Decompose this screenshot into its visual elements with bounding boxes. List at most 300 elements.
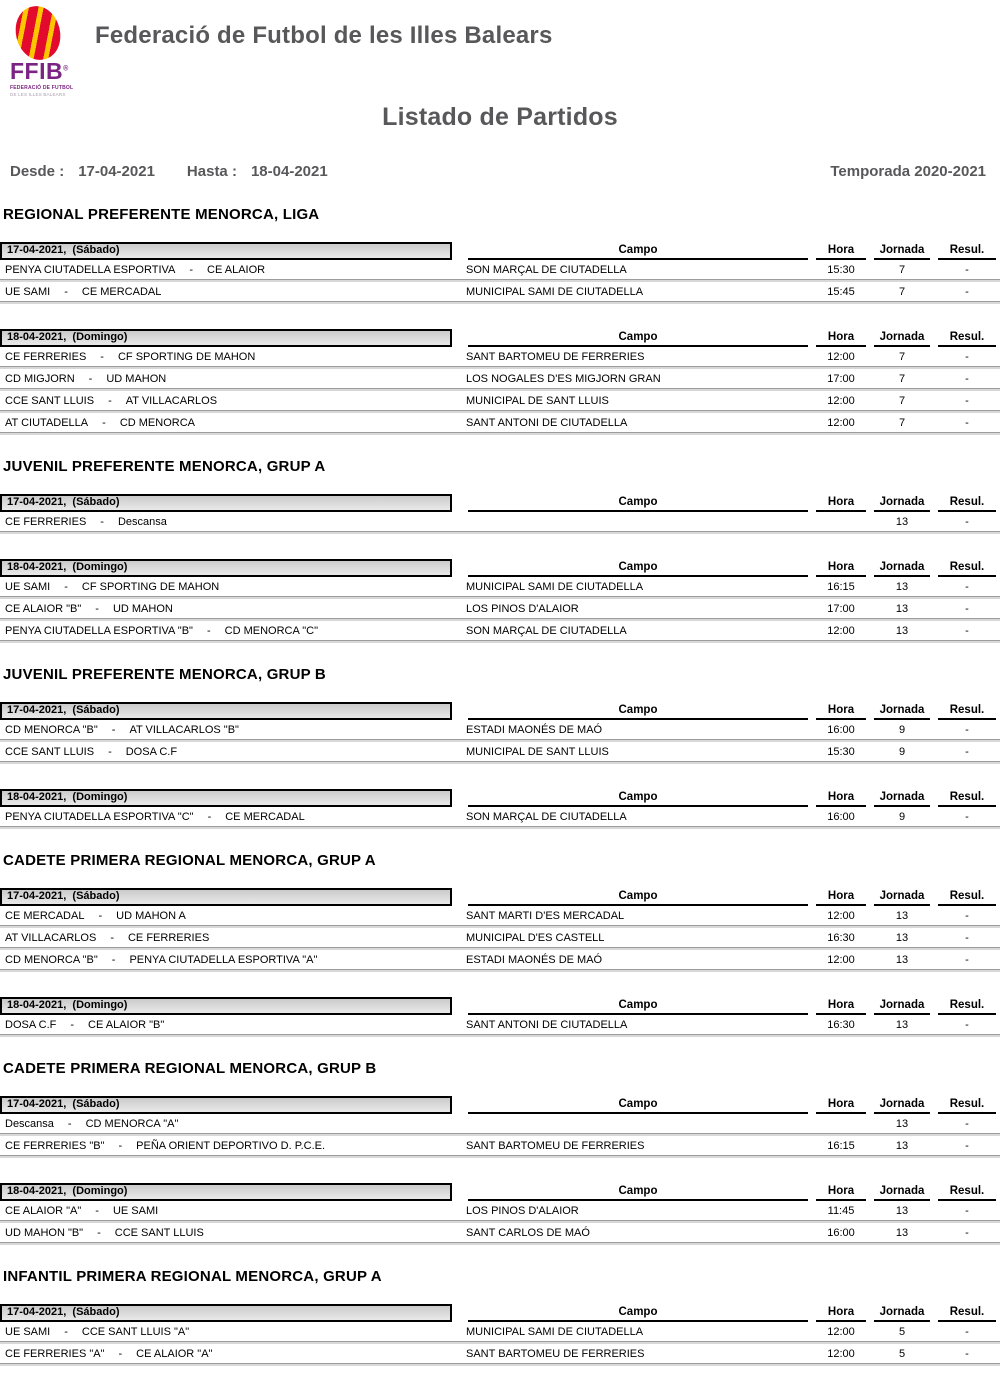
column-header-campo: Campo xyxy=(468,791,808,807)
jornada-cell: 7 xyxy=(898,350,906,363)
resul-cell: - xyxy=(965,285,969,298)
away-team: AT VILLACARLOS "B" xyxy=(129,723,239,736)
match-row xyxy=(0,369,1000,391)
match-row xyxy=(0,413,1000,435)
match-row xyxy=(0,742,1000,764)
campo-cell: SANT ANTONI DE CIUTADELLA xyxy=(466,416,628,429)
match-teams xyxy=(0,286,464,298)
away-team: CF SPORTING DE MAHON xyxy=(117,350,256,363)
home-team: CD MENORCA "B" xyxy=(5,723,98,736)
table-header xyxy=(0,701,1000,720)
campo-cell: SANT BARTOMEU DE FERRERIES xyxy=(466,1347,645,1360)
jornada-cell: 13 xyxy=(895,580,909,593)
hora-cell: 16:30 xyxy=(827,931,855,944)
resul-cell: - xyxy=(965,1347,969,1360)
hora-cell: 12:00 xyxy=(827,909,855,922)
date-header: 18-04-2021, (Domingo) xyxy=(0,997,452,1015)
match-row xyxy=(0,807,1000,829)
jornada-cell: 13 xyxy=(895,909,909,922)
match-teams xyxy=(0,1227,464,1239)
column-header-hora: Hora xyxy=(816,890,866,906)
home-team: CE FERRERIES xyxy=(5,350,87,363)
jornada-cell: 13 xyxy=(895,1018,909,1031)
team-separator: - xyxy=(108,394,112,407)
team-separator: - xyxy=(88,372,93,385)
column-header-campo: Campo xyxy=(468,999,808,1015)
hora-cell: 17:00 xyxy=(827,372,855,385)
hora-cell: 11:45 xyxy=(827,1204,855,1217)
campo-cell: SANT BARTOMEU DE FERRERIES xyxy=(466,1139,645,1152)
home-team: CE FERRERIES xyxy=(5,515,87,528)
section-title: INFANTIL PRIMERA REGIONAL MENORCA, GRUP A xyxy=(3,1268,382,1285)
column-header-jornada: Jornada xyxy=(874,1185,930,1201)
column-header-hora: Hora xyxy=(816,496,866,512)
home-team: UE SAMI xyxy=(5,285,51,298)
table-header xyxy=(0,328,1000,347)
team-separator: - xyxy=(118,1347,123,1360)
jornada-cell: 9 xyxy=(898,745,906,758)
column-header-jornada: Jornada xyxy=(874,1306,930,1322)
date-header: 17-04-2021, (Sábado) xyxy=(0,242,452,260)
match-row xyxy=(0,1015,1000,1037)
match-row xyxy=(0,906,1000,928)
jornada-cell: 7 xyxy=(898,394,906,407)
team-separator: - xyxy=(118,1139,123,1152)
table-header xyxy=(0,1182,1000,1201)
table-header xyxy=(0,558,1000,577)
match-teams xyxy=(0,954,464,966)
column-header-resul: Resul. xyxy=(938,561,996,577)
column-header-jornada: Jornada xyxy=(874,331,930,347)
team-separator: - xyxy=(206,624,211,637)
away-team: CE MERCADAL xyxy=(225,810,305,823)
section-title: JUVENIL PREFERENTE MENORCA, GRUP A xyxy=(3,458,326,475)
team-separator: - xyxy=(110,931,114,944)
campo-cell: SON MARÇAL DE CIUTADELLA xyxy=(466,810,627,823)
campo-cell: SON MARÇAL DE CIUTADELLA xyxy=(466,263,627,276)
away-team: UD MAHON xyxy=(112,602,173,615)
match-teams xyxy=(0,264,464,276)
team-separator: - xyxy=(108,745,112,758)
hora-cell: 17:00 xyxy=(827,602,855,615)
resul-cell: - xyxy=(965,416,969,429)
desde-value: 17-04-2021 xyxy=(78,163,155,180)
column-header-campo: Campo xyxy=(468,1185,808,1201)
column-header-jornada: Jornada xyxy=(874,999,930,1015)
campo-cell: SANT ANTONI DE CIUTADELLA xyxy=(466,1018,628,1031)
campo-cell: ESTADI MAONÉS DE MAÓ xyxy=(466,953,603,966)
team-separator: - xyxy=(98,909,103,922)
home-team: DOSA C.F xyxy=(5,1018,57,1031)
team-separator: - xyxy=(70,1018,75,1031)
date-header: 18-04-2021, (Domingo) xyxy=(0,329,452,347)
hora-cell: 12:00 xyxy=(827,416,855,429)
section-title: REGIONAL PREFERENTE MENORCA, LIGA xyxy=(3,206,320,223)
resul-cell: - xyxy=(965,909,969,922)
away-team: CE FERRERIES xyxy=(127,931,210,944)
away-team: AT VILLACARLOS xyxy=(125,394,218,407)
campo-cell: SON MARÇAL DE CIUTADELLA xyxy=(466,624,627,637)
resul-cell: - xyxy=(965,723,969,736)
away-team: CE ALAIOR xyxy=(207,263,266,276)
column-header-campo: Campo xyxy=(468,1306,808,1322)
season-label: Temporada 2020-2021 xyxy=(830,163,986,180)
home-team: CE FERRERIES "B" xyxy=(5,1139,105,1152)
match-row xyxy=(0,347,1000,369)
team-separator: - xyxy=(64,580,68,593)
column-header-campo: Campo xyxy=(468,561,808,577)
match-row xyxy=(0,1136,1000,1158)
jornada-cell: 13 xyxy=(895,602,909,615)
campo-cell: MUNICIPAL SAMI DE CIUTADELLA xyxy=(466,1325,644,1338)
section-title: JUVENIL PREFERENTE MENORCA, GRUP B xyxy=(3,666,326,683)
table-header xyxy=(0,493,1000,512)
table-header xyxy=(0,1095,1000,1114)
match-teams xyxy=(0,373,464,385)
match-row xyxy=(0,282,1000,304)
jornada-cell: 13 xyxy=(895,1117,909,1130)
column-header-campo: Campo xyxy=(468,704,808,720)
column-header-hora: Hora xyxy=(816,244,866,260)
resul-cell: - xyxy=(965,1018,969,1031)
column-header-jornada: Jornada xyxy=(874,890,930,906)
resul-cell: - xyxy=(965,1139,969,1152)
column-header-jornada: Jornada xyxy=(874,1098,930,1114)
home-team: CCE SANT LLUIS xyxy=(5,745,95,758)
column-header-resul: Resul. xyxy=(938,791,996,807)
match-teams xyxy=(0,516,464,528)
match-row xyxy=(0,391,1000,413)
column-header-campo: Campo xyxy=(468,496,808,512)
jornada-cell: 5 xyxy=(898,1347,906,1360)
campo-cell: LOS NOGALES D'ES MIGJORN GRAN xyxy=(466,372,661,385)
resul-cell: - xyxy=(965,1117,969,1130)
hora-cell: 12:00 xyxy=(827,350,855,363)
jornada-cell: 13 xyxy=(895,515,909,528)
column-header-hora: Hora xyxy=(816,999,866,1015)
away-team: PEÑA ORIENT DEPORTIVO D. P.C.E. xyxy=(136,1139,326,1152)
jornada-cell: 7 xyxy=(898,416,906,429)
match-teams xyxy=(0,1205,464,1217)
jornada-cell: 7 xyxy=(898,263,906,276)
match-row xyxy=(0,1344,1000,1366)
hora-cell: 16:00 xyxy=(827,810,855,823)
competition-section xyxy=(0,1061,1000,1245)
column-header-jornada: Jornada xyxy=(874,704,930,720)
away-team: DOSA C.F xyxy=(125,745,178,758)
team-separator: - xyxy=(111,723,116,736)
jornada-cell: 13 xyxy=(895,931,909,944)
column-header-resul: Resul. xyxy=(938,331,996,347)
campo-cell: LOS PINOS D'ALAIOR xyxy=(466,602,579,615)
match-row xyxy=(0,577,1000,599)
resul-cell: - xyxy=(965,624,969,637)
hasta-label: Hasta : xyxy=(186,163,237,180)
jornada-cell: 13 xyxy=(895,1204,909,1217)
home-team: PENYA CIUTADELLA ESPORTIVA "B" xyxy=(5,624,193,637)
home-team: UE SAMI xyxy=(5,580,51,593)
competition-section xyxy=(0,1269,1000,1366)
resul-cell: - xyxy=(965,350,969,363)
match-row xyxy=(0,720,1000,742)
jornada-cell: 9 xyxy=(898,810,906,823)
match-table xyxy=(0,887,1000,972)
competition-section xyxy=(0,207,1000,435)
match-teams xyxy=(0,724,464,736)
match-table xyxy=(0,1182,1000,1245)
column-header-campo: Campo xyxy=(468,890,808,906)
jornada-cell: 5 xyxy=(898,1325,906,1338)
campo-cell: MUNICIPAL DE SANT LLUIS xyxy=(466,394,609,407)
resul-cell: - xyxy=(965,1204,969,1217)
away-team: UE SAMI xyxy=(112,1204,159,1217)
hora-cell: 16:15 xyxy=(827,580,855,593)
resul-cell: - xyxy=(965,515,969,528)
hora-cell: 12:00 xyxy=(827,953,855,966)
hora-cell: 16:00 xyxy=(827,1226,855,1239)
match-table xyxy=(0,1303,1000,1366)
competition-section xyxy=(0,667,1000,829)
logo-subtitle-line1: FEDERACIÓ DE FUTBOL xyxy=(10,84,74,91)
section-title: CADETE PRIMERA REGIONAL MENORCA, GRUP B xyxy=(3,1060,377,1077)
match-teams xyxy=(0,1348,464,1360)
desde-label: Desde : xyxy=(10,163,65,180)
team-separator: - xyxy=(207,810,212,823)
jornada-cell: 7 xyxy=(898,285,906,298)
away-team: CD MENORCA "A" xyxy=(85,1117,179,1130)
hasta-value: 18-04-2021 xyxy=(250,163,328,180)
match-row xyxy=(0,260,1000,282)
date-range-row xyxy=(10,163,328,180)
match-teams xyxy=(0,581,464,593)
home-team: CCE SANT LLUIS xyxy=(5,394,95,407)
match-row xyxy=(0,1114,1000,1136)
match-teams xyxy=(0,811,464,823)
match-teams xyxy=(0,603,464,615)
resul-cell: - xyxy=(965,263,969,276)
resul-cell: - xyxy=(965,745,969,758)
match-table xyxy=(0,701,1000,764)
home-team: PENYA CIUTADELLA ESPORTIVA "C" xyxy=(5,810,194,823)
away-team: CD MENORCA xyxy=(119,416,195,429)
home-team: AT CIUTADELLA xyxy=(5,416,89,429)
jornada-cell: 13 xyxy=(895,953,909,966)
column-header-hora: Hora xyxy=(816,1306,866,1322)
hora-cell: 15:30 xyxy=(827,263,855,276)
home-team: CD MENORCA "B" xyxy=(5,953,98,966)
home-team: CE FERRERIES "A" xyxy=(5,1347,105,1360)
match-row xyxy=(0,928,1000,950)
hora-cell: 16:30 xyxy=(827,1018,855,1031)
away-team: CE ALAIOR "A" xyxy=(136,1347,213,1360)
match-row xyxy=(0,950,1000,972)
away-team: Descansa xyxy=(117,515,167,528)
match-teams xyxy=(0,417,464,429)
table-header xyxy=(0,996,1000,1015)
home-team: Descansa xyxy=(5,1117,54,1130)
resul-cell: - xyxy=(965,1226,969,1239)
match-teams xyxy=(0,1019,464,1031)
match-teams xyxy=(0,746,464,758)
table-header xyxy=(0,887,1000,906)
team-separator: - xyxy=(95,1204,99,1217)
match-table xyxy=(0,558,1000,643)
ffib-acronym xyxy=(10,58,82,84)
date-header: 17-04-2021, (Sábado) xyxy=(0,888,452,906)
registered-mark: ® xyxy=(63,65,69,73)
document-title: Listado de Partidos xyxy=(382,103,618,131)
team-separator: - xyxy=(111,953,116,966)
match-teams xyxy=(0,1118,464,1130)
jornada-cell: 9 xyxy=(898,723,906,736)
federation-title: Federació de Futbol de les Illes Balears xyxy=(95,22,553,49)
match-teams xyxy=(0,1326,464,1338)
match-table xyxy=(0,1095,1000,1158)
column-header-hora: Hora xyxy=(816,1185,866,1201)
team-separator: - xyxy=(100,350,104,363)
home-team: UD MAHON "B" xyxy=(5,1226,84,1239)
table-header xyxy=(0,241,1000,260)
table-header xyxy=(0,788,1000,807)
home-team: CE ALAIOR "B" xyxy=(5,602,82,615)
date-header: 18-04-2021, (Domingo) xyxy=(0,559,452,577)
column-header-resul: Resul. xyxy=(938,496,996,512)
match-row xyxy=(0,1223,1000,1245)
away-team: UD MAHON xyxy=(106,372,167,385)
column-header-resul: Resul. xyxy=(938,244,996,260)
resul-cell: - xyxy=(965,372,969,385)
column-header-hora: Hora xyxy=(816,791,866,807)
match-table xyxy=(0,241,1000,304)
column-header-campo: Campo xyxy=(468,244,808,260)
hora-cell: 12:00 xyxy=(827,624,855,637)
campo-cell: LOS PINOS D'ALAIOR xyxy=(466,1204,579,1217)
column-header-resul: Resul. xyxy=(938,1098,996,1114)
date-header: 17-04-2021, (Sábado) xyxy=(0,1096,452,1114)
hora-cell: 12:00 xyxy=(827,1325,855,1338)
column-header-jornada: Jornada xyxy=(874,244,930,260)
column-header-hora: Hora xyxy=(816,561,866,577)
column-header-resul: Resul. xyxy=(938,999,996,1015)
away-team: CCE SANT LLUIS xyxy=(114,1226,204,1239)
match-teams xyxy=(0,1140,464,1152)
match-table xyxy=(0,328,1000,435)
hora-cell: 15:30 xyxy=(827,745,855,758)
column-header-jornada: Jornada xyxy=(874,791,930,807)
column-header-hora: Hora xyxy=(816,331,866,347)
team-separator: - xyxy=(64,285,68,298)
jornada-cell: 7 xyxy=(898,372,906,385)
home-team: UE SAMI xyxy=(5,1325,51,1338)
home-team: CD MIGJORN xyxy=(5,372,75,385)
match-teams xyxy=(0,932,464,944)
match-table xyxy=(0,996,1000,1037)
jornada-cell: 13 xyxy=(895,624,909,637)
resul-cell: - xyxy=(965,602,969,615)
column-header-hora: Hora xyxy=(816,1098,866,1114)
match-teams xyxy=(0,395,464,407)
date-header: 17-04-2021, (Sábado) xyxy=(0,494,452,512)
campo-cell: MUNICIPAL DE SANT LLUIS xyxy=(466,745,609,758)
date-header: 17-04-2021, (Sábado) xyxy=(0,1304,452,1322)
campo-cell: SANT MARTI D'ES MERCADAL xyxy=(466,909,625,922)
away-team: CE ALAIOR "B" xyxy=(88,1018,165,1031)
team-separator: - xyxy=(102,416,106,429)
campo-cell: ESTADI MAONÉS DE MAÓ xyxy=(466,723,603,736)
competition-section xyxy=(0,459,1000,643)
match-row xyxy=(0,512,1000,534)
home-team: CE MERCADAL xyxy=(5,909,85,922)
team-separator: - xyxy=(189,263,194,276)
column-header-resul: Resul. xyxy=(938,1185,996,1201)
match-row xyxy=(0,1322,1000,1344)
match-row xyxy=(0,1201,1000,1223)
campo-cell: MUNICIPAL D'ES CASTELL xyxy=(466,931,605,944)
campo-cell: SANT CARLOS DE MAÓ xyxy=(466,1226,590,1239)
home-team: PENYA CIUTADELLA ESPORTIVA xyxy=(5,263,176,276)
column-header-hora: Hora xyxy=(816,704,866,720)
match-row xyxy=(0,621,1000,643)
date-header: 18-04-2021, (Domingo) xyxy=(0,1183,452,1201)
table-header xyxy=(0,1303,1000,1322)
match-table xyxy=(0,788,1000,829)
team-separator: - xyxy=(95,602,99,615)
resul-cell: - xyxy=(965,1325,969,1338)
match-row xyxy=(0,599,1000,621)
resul-cell: - xyxy=(965,931,969,944)
date-header: 18-04-2021, (Domingo) xyxy=(0,789,452,807)
hora-cell: 12:00 xyxy=(827,1347,855,1360)
ffib-ball-icon xyxy=(10,1,66,64)
section-title: CADETE PRIMERA REGIONAL MENORCA, GRUP A xyxy=(3,852,376,869)
team-separator: - xyxy=(100,515,104,528)
column-header-resul: Resul. xyxy=(938,890,996,906)
competition-section xyxy=(0,853,1000,1037)
jornada-cell: 13 xyxy=(895,1139,909,1152)
match-table xyxy=(0,493,1000,534)
campo-cell: MUNICIPAL SAMI DE CIUTADELLA xyxy=(466,580,644,593)
column-header-resul: Resul. xyxy=(938,1306,996,1322)
team-separator: - xyxy=(64,1325,68,1338)
match-teams xyxy=(0,625,464,637)
hora-cell: 16:00 xyxy=(827,723,855,736)
logo-subtitle-line2: DE LES ILLES BALEARS xyxy=(10,91,66,97)
away-team: CF SPORTING DE MAHON xyxy=(81,580,220,593)
column-header-campo: Campo xyxy=(468,1098,808,1114)
away-team: CD MENORCA "C" xyxy=(224,624,318,637)
hora-cell: 16:15 xyxy=(827,1139,855,1152)
hora-cell: 15:45 xyxy=(827,285,855,298)
away-team: CE MERCADAL xyxy=(81,285,162,298)
resul-cell: - xyxy=(965,394,969,407)
date-header: 17-04-2021, (Sábado) xyxy=(0,702,452,720)
hora-cell: 12:00 xyxy=(827,394,855,407)
away-team: CCE SANT LLUIS "A" xyxy=(81,1325,190,1338)
home-team: CE ALAIOR "A" xyxy=(5,1204,82,1217)
campo-cell: SANT BARTOMEU DE FERRERIES xyxy=(466,350,645,363)
resul-cell: - xyxy=(965,953,969,966)
ffib-logo xyxy=(10,6,82,97)
campo-cell: MUNICIPAL SAMI DE CIUTADELLA xyxy=(466,285,644,298)
column-header-resul: Resul. xyxy=(938,704,996,720)
team-separator: - xyxy=(97,1226,101,1239)
resul-cell: - xyxy=(965,580,969,593)
away-team: UD MAHON A xyxy=(116,909,186,922)
match-teams xyxy=(0,910,464,922)
jornada-cell: 13 xyxy=(895,1226,909,1239)
resul-cell: - xyxy=(965,810,969,823)
team-separator: - xyxy=(67,1117,72,1130)
